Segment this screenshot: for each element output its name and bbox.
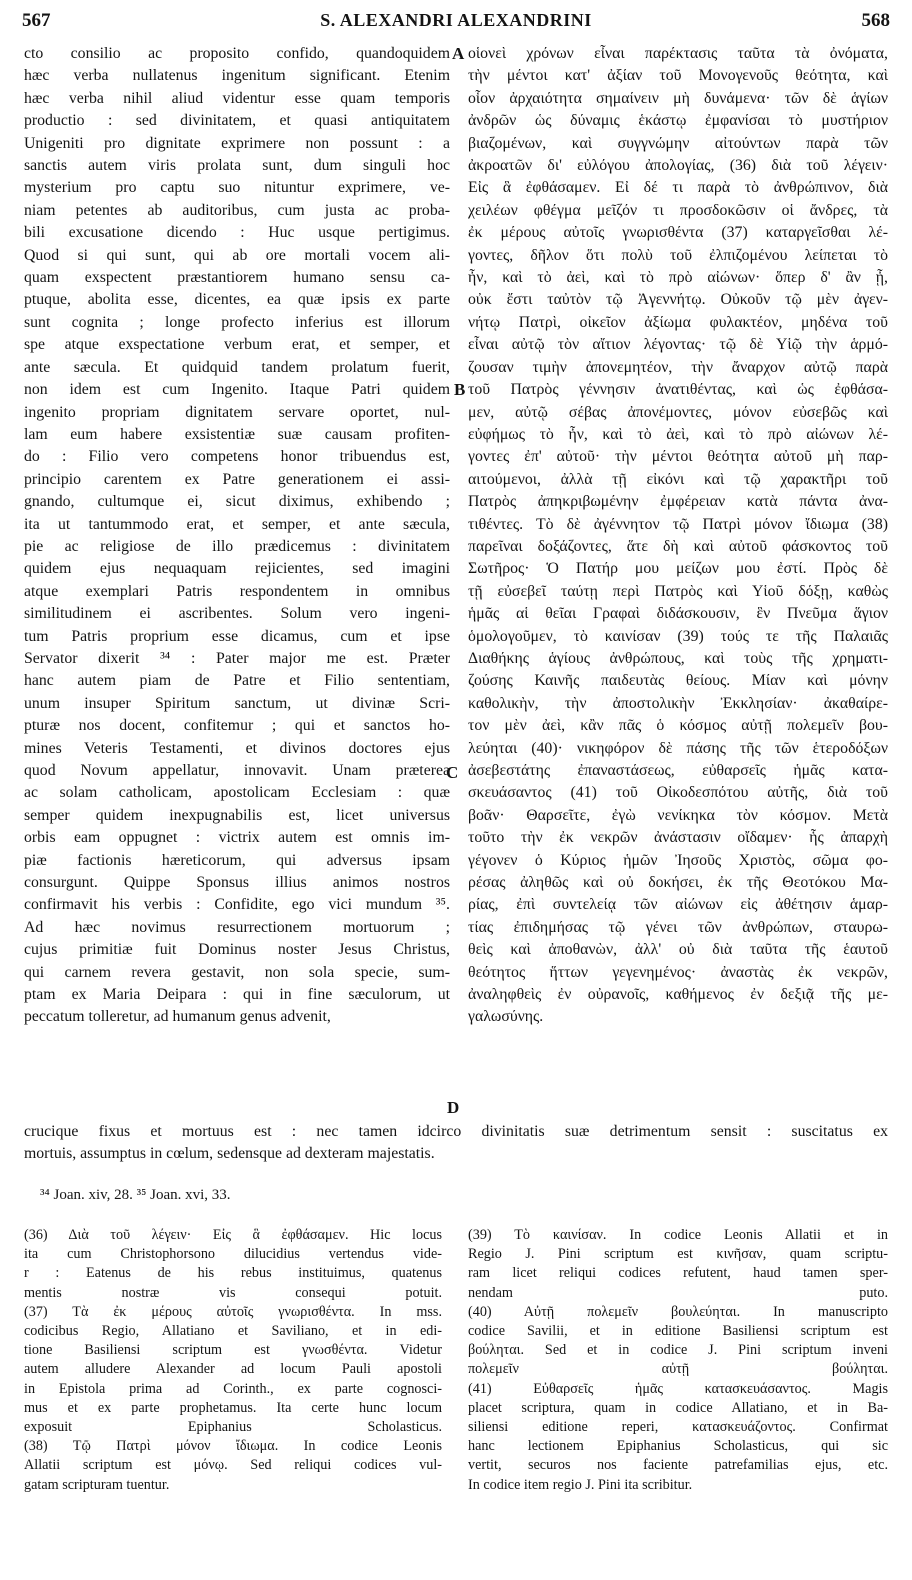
greek-text-line: Σωτῆρος· Ὁ Πατήρ μου μείζων μου ἐστί. Πρὸς δὲ <box>468 560 888 578</box>
greek-column <box>468 43 888 1029</box>
note-line: tione Basiliensi scriptum est γνωσθέντα. Videtur <box>24 1342 442 1359</box>
note-line: mus et ex parte prophetamus. Ita certe hunc locum <box>24 1399 442 1416</box>
full-width-text-line: crucique fixus et mortuus est : nec tamen idcirco divinitatis suæ detrimentum sensit : suscitatus ex <box>24 1123 888 1140</box>
greek-text-line: σκευάσαντος (41) τοῦ Οἰκοδεσπότου αὐτῆς, διὰ τοῦ <box>468 784 888 802</box>
greek-text-line: εὐφήμως τὸ ἦν, καὶ τὸ ἀεὶ, καὶ τὸ πρὸ αἰώνων λέ- <box>468 425 888 443</box>
latin-text-line: pturæ nos docent, confitemur ; qui et sanctos ho- <box>24 717 450 735</box>
latin-text-line: sanctis autem viris prolata sunt, dum singuli hoc <box>24 157 450 175</box>
latin-text-line: quam exspectent præstantiorem humano sensu ca- <box>24 269 450 287</box>
note-line: vertit, securos nos faciente patrefamilias ejus, etc. <box>468 1457 888 1474</box>
greek-text-line: τίας ἐπιδημήσας τῷ γένει τῶν ἀνθρώπων, σταυρω- <box>468 918 888 936</box>
margin-marker-c: C <box>446 763 459 782</box>
greek-text-line: θεὶς καὶ ἀποθανὼν, ἀλλ' οὐ διὰ ταῦτα τῆς ἑαυτοῦ <box>468 941 888 959</box>
greek-text-line: μεν, αὐτῷ σέβας ἀπονέμοντες, μόνον εὐσεβῶς καὶ <box>468 403 888 421</box>
notes-left-column <box>24 1226 442 1495</box>
greek-text-line: ἐκ μέρους αὐτοῖς γνωρισθέντα (37) καταργεῖσθαι λέ- <box>468 224 888 242</box>
note-line: codice Savilii, et in editione Basiliensi scriptum est <box>468 1323 888 1340</box>
greek-text-line: παρεῖναι δοξάζοντες, ἅτε δὴ καὶ αὐτοῦ φάσκοντος τοῦ <box>468 537 888 555</box>
greek-text-line: βοᾶν· Θαρσεῖτε, ἐγὼ νενίκηκα τὸν κόσμον. Μετὰ <box>468 806 888 824</box>
latin-text-line: mines Veteris Testamenti, et divinos doctores ejus <box>24 739 450 757</box>
latin-text-line: non idem est cum Ingenito. Itaque Patri quidem <box>24 381 450 399</box>
note-line: ita cum Christophorsono dilucidius vertendus vide- <box>24 1246 442 1263</box>
latin-text-line: Servator dixerit ³⁴ : Pater major me est. Præter <box>24 649 450 667</box>
greek-text-line: οὐκ ἔστι ταὐτὸν τῷ Ἀγεννήτῳ. Οὐκοῦν τῷ μὲν ἀγεν- <box>468 291 888 309</box>
latin-text-line: mysterium pro captu suo nituntur exprimere, ve- <box>24 179 450 197</box>
greek-text-line: ἀκροατῶν δι' εὐλόγου ἀπολογίας, (36) διὰ τοῦ λέγειν· <box>468 157 888 175</box>
latin-text-line: niam petentes ab auditoribus, cum justa ac proba- <box>24 201 450 219</box>
latin-text-line: peccatum tolleretur, ad humanum genus advenit, <box>24 1008 331 1026</box>
latin-text-line: productio : sed divinitatem, et quasi antiquitatem <box>24 112 450 130</box>
latin-text-line: quod Novum appellatur, innovavit. Unam præterea <box>24 762 450 779</box>
greek-text-line: οἷον ἀρχαιότητα σημαίνειν μὴ δυνάμενα· τῶν δὲ ἁγίων <box>468 89 888 107</box>
note-line: βούληται. Sed et in codice J. Pini scriptum inveni <box>468 1342 888 1359</box>
greek-text-line: ζουσαν τιμὴν ἀπονεμητέον, τὴν ἄναρχον αὐτῷ παρὰ <box>468 358 888 376</box>
latin-text-line: piæ factionis hæreticorum, qui adversus ipsam <box>24 851 450 869</box>
note-line: autem alludere Alexander ad locum Pauli apostoli <box>24 1361 442 1378</box>
page-header <box>22 10 890 40</box>
note-line: gatam scripturam tuentur. <box>24 1476 170 1493</box>
note-line: (39) Τὸ καινίσαν. In codice Leonis Allatii et in <box>468 1227 888 1243</box>
full-width-text <box>24 1121 888 1166</box>
latin-text-line: unum insuper Spiritum sanctum, ut divinæ Scri- <box>24 694 450 712</box>
greek-text-line: εἶναι αὐτῷ τὸν αἴτιον λέγοντας· τῷ δὲ Υἱῷ τὴν ἁρμό- <box>468 336 888 354</box>
latin-text-line: gnando, cultumque ei, sicut diximus, exhibendo ; <box>24 493 450 511</box>
greek-text-line: τῇ εὐσεβεῖ ταύτῃ περὶ Πατρὸς καὶ Υἱοῦ δόξῃ, καθὼς <box>468 582 888 600</box>
note-line: mentis nostræ vis consequi potuit. <box>24 1284 442 1301</box>
latin-column <box>24 43 450 1029</box>
latin-text-line: ptuque, abolita esse, dicentes, ea quæ ipsis ex parte <box>24 291 450 309</box>
greek-text-line: γοντες, δῆλον ὅτι πολὺ τοῦ ἐλπιζομένου λείπεται τὸ <box>468 246 888 264</box>
greek-text-line: βιαζομένων, καὶ συγγνώμην αἰτούντων παρὰ τῶν <box>468 134 888 152</box>
margin-marker-d: D <box>447 1098 460 1117</box>
left-page-number: 567 <box>22 10 51 31</box>
margin-marker-b: B <box>454 380 466 399</box>
note-line: (40) Αὐτῇ πολεμεῖν βουλεύηται. In manuscripto <box>468 1303 888 1320</box>
greek-text-line: Διαθήκης ἁγίους ἀνθρώπους, καὶ τοὺς τῆς χρηματι- <box>468 649 888 667</box>
latin-text-line: cujus primitiæ fuit Dominus noster Jesus Christus, <box>24 941 450 959</box>
greek-text-line: γαλωσύνης. <box>468 1008 544 1026</box>
note-line: r : Eatenus de his rebus instituimus, quatenus <box>24 1265 442 1282</box>
footnote-references: ³⁴ Joan. xiv, 28. ³⁵ Joan. xvi, 33. <box>40 1187 231 1203</box>
greek-text-line: ἀσεβεστάτης ἐπαναστάσεως, εὐθαρσεῖς ἡμᾶς κατα- <box>468 762 888 779</box>
latin-text-line: atque exemplari Patris respondentem in omnibus <box>24 582 450 600</box>
greek-text-line: ρέσας ἀληθῶς καὶ οὐ δοκήσει, ἐκ τῆς Θεοτόκου Μα- <box>468 874 888 892</box>
latin-text-line: ingenito propriam dignitatem servare oportet, nul- <box>24 403 450 421</box>
latin-text-line: sunt cognita ; longe profecto inferius est illorum <box>24 313 450 331</box>
latin-text-line: quidem ejus nequaquam rejicientes, sed imagini <box>24 560 450 578</box>
greek-text-line: τον μὲν ἀεὶ, κἂν πᾶς ὁ κόσμος αὐτῇ πολεμεῖν βου- <box>468 717 888 735</box>
latin-text-line: cto consilio ac proposito confido, quandoquidem <box>24 45 450 62</box>
note-line: nendam puto. <box>468 1284 888 1301</box>
greek-text-line: λεύηται (40)· νικηφόρον δὲ πάσης τῆς τῶν ἑτεροδόξων <box>468 739 888 757</box>
latin-text-line: ac solam catholicam, apostolicam Ecclesiam : quæ <box>24 784 450 802</box>
note-line: placet scriptura, quam in codice Allatiano, et in Ba- <box>468 1399 888 1416</box>
greek-text-line: τὴν μέντοι κατ' ἀξίαν τοῦ Μονογενοῦς θεότητα, καὶ <box>468 67 888 85</box>
note-line: in Epistola prima ad Corinth., ex parte cognosci- <box>24 1380 442 1397</box>
greek-text-line: ἡμᾶς αἱ θεῖαι Γραφαὶ διδάσκουσιν, ἓν Πνεῦμα ἅγιον <box>468 605 888 623</box>
greek-text-line: αιτούμενοι, ἀλλὰ τῇ εἰκόνι καὶ τῷ χαρακτῆρι τοῦ <box>468 470 888 488</box>
latin-text-line: consurgunt. Quippe Sponsus illius animos nostros <box>24 874 450 892</box>
latin-text-line: orbis eam oppugnet : victrix autem est omnis im- <box>24 829 450 847</box>
latin-text-line: hæc verba nullatenus ingenitum significant. Etenim <box>24 67 450 85</box>
right-page-number: 568 <box>861 10 890 31</box>
greek-text-line: καθολικὴν, τὴν ἀποστολικὴν Ἐκκλησίαν· ἀκαθαίρε- <box>468 694 888 712</box>
latin-text-line: ante sæcula. Et quidquid tandem prolatum fuerit, <box>24 358 450 376</box>
margin-marker-a: A <box>452 44 465 63</box>
greek-text-line: θεότητος ἥττων γεγενημένος· ἀναστὰς ἐκ νεκρῶν, <box>468 963 888 981</box>
greek-text-line: οἱονεὶ χρόνων εἶναι παρέκτασις ταῦτα τὰ ὀνόματα, <box>468 45 888 62</box>
note-line: In codice item regio J. Pini ita scribitur. <box>468 1476 693 1493</box>
latin-text-line: semper quidem inexpugnabilis est, licet universus <box>24 806 450 824</box>
latin-text-line: similitudinem ei ascribentes. Solum vero ingeni- <box>24 605 450 623</box>
note-line: Regio J. Pini scriptum est κινῆσαν, quam scriptu- <box>468 1246 888 1263</box>
note-line: codicibus Regio, Allatiano et Saviliano, et in edi- <box>24 1323 442 1340</box>
latin-text-line: qui carnem revera gestavit, non sola specie, sum- <box>24 963 450 981</box>
latin-text-line: do : Filio vero competens honor tribuendus est, <box>24 448 450 466</box>
full-width-text-line: mortuis, assumptus in cœlum, sedensque ad dexteram majestatis. <box>24 1145 435 1163</box>
greek-text-line: ρίας, ἐπὶ συντελείᾳ τῶν αἰώνων εἰς ἀθέτησιν ἁμαρ- <box>468 896 888 914</box>
latin-text-line: Unigeniti pro dignitate exprimere non possunt : a <box>24 134 450 152</box>
note-line: Allatii scriptum est μόνῳ. Sed reliqui codices vul- <box>24 1457 442 1474</box>
note-line: siliensi editione reperi, κατασκευάζοντος. Confirmat <box>468 1419 888 1436</box>
latin-text-line: ita ut tantummodo erat, et semper, et ante sæcula, <box>24 515 450 533</box>
note-line: ram licet reliqui codices refutent, haud tamen sper- <box>468 1265 888 1282</box>
note-line: hanc lectionem Epiphanius Scholasticus, qui sic <box>468 1438 888 1455</box>
latin-text-line: Quod si qui sunt, qui ab ore mortali vocem ali- <box>24 246 450 264</box>
greek-text-line: Εἰς ἃ ἐφθάσαμεν. Εἰ δέ τι παρὰ τὸ ἀνθρώπινον, διὰ <box>468 179 888 197</box>
latin-text-line: hanc autem piam de Patre et Filio sententiam, <box>24 672 450 690</box>
latin-text-line: ptam ex Maria Deipara : qui in fine sæculorum, ut <box>24 986 450 1004</box>
note-line: πολεμεῖν αὐτῇ βούληται. <box>468 1361 888 1378</box>
note-line: (37) Τὰ ἐκ μέρους αὐτοῖς γνωρισθέντα. In mss. <box>24 1303 442 1320</box>
greek-text-line: τοῦτο τὴν ἐκ νεκρῶν ἀνάστασιν οἴδαμεν· ἧς ἀπαρχὴ <box>468 829 888 847</box>
note-line: (41) Εὐθαρσεῖς ἡμᾶς κατασκευάσαντος. Magis <box>468 1380 888 1397</box>
latin-text-line: Ad hæc novimus resurrectionem mortuorum ; <box>24 918 450 936</box>
latin-text-line: bili excusatione dicendo : Huc usque pertigimus. <box>24 224 450 242</box>
greek-text-line: τιθέντες. Τὸ δὲ ἀγέννητον τῷ Πατρὶ μόνον ἴδιωμα (38) <box>468 515 888 533</box>
latin-text-line: principio carentem ex Patre generationem ei assi- <box>24 470 450 488</box>
greek-text-line: ἀναληφθεὶς ἐν οὐρανοῖς, καθήμενος ἐν δεξιᾷ τῆς με- <box>468 986 888 1004</box>
greek-text-line: γοντες ἐπ' αὐτοῦ· τὴν μέντοι θεότητα αὐτοῦ μὴ παρ- <box>468 448 888 466</box>
greek-text-line: νήτῳ Πατρὶ, οἰκεῖον ἀξίωμα φυλακτέον, μηδένα τοῦ <box>468 313 888 331</box>
latin-text-line: confirmavit his verbis : Confidite, ego vici mundum ³⁵. <box>24 896 450 914</box>
note-line: (38) Τῷ Πατρὶ μόνον ἴδιωμα. In codice Leonis <box>24 1438 442 1455</box>
greek-text-line: ζούσης Καινῆς παιδευτὰς θείους. Μίαν καὶ μόνην <box>468 672 888 690</box>
running-title: S. ALEXANDRI ALEXANDRINI <box>320 10 592 30</box>
note-line: exposuit Epiphanius Scholasticus. <box>24 1419 442 1436</box>
latin-text-line: lam eum habere exsistentiæ suæ causam profiten- <box>24 425 450 443</box>
greek-text-line: ἀνδρῶν ὡς δύναμις ἑκάστῳ ἐμφανίσαι τὸ μυστήριον <box>468 112 888 130</box>
latin-text-line: spe atque exspectatione verbum erat, et semper, et <box>24 336 450 354</box>
greek-text-line: γέγονεν ὁ Κύριος ἡμῶν Ἰησοῦς Χριστὸς, σῶμα φο- <box>468 851 888 869</box>
greek-text-line: Πατρὸς ἀπηκριβωμένην ἐμφέρειαν κατὰ πάντα ἀνα- <box>468 493 888 511</box>
latin-text-line: pie ac religiose de illo prædicemus : divinitatem <box>24 537 450 555</box>
notes-right-column <box>468 1226 888 1495</box>
greek-text-line: ἦν, καὶ τὸ ἀεὶ, καὶ τὸ πρὸ αἰώνων· ὅπερ δ' ἂν ᾖ, <box>468 269 888 287</box>
greek-text-line: τοῦ Πατρὸς γέννησιν ἀνατιθέντας, καὶ ὡς ἐφθάσα- <box>468 381 888 399</box>
greek-text-line: χειλέων φθέγμα μεῖζόν τι προσδοκῶσιν οἱ ἄνδρες, τὰ <box>468 201 888 219</box>
latin-text-line: hæc verba nihil aliud videntur esse quam temporis <box>24 89 450 107</box>
note-line: (36) Διὰ τοῦ λέγειν· Εἰς ἃ ἐφθάσαμεν. Hic locus <box>24 1227 442 1243</box>
latin-text-line: tum Patris proprium esse dicamus, cum et ipse <box>24 627 450 645</box>
greek-text-line: ὁμολογοῦμεν, τὸ καινίσαν (39) τούς τε τῆς Παλαιᾶς <box>468 627 888 645</box>
